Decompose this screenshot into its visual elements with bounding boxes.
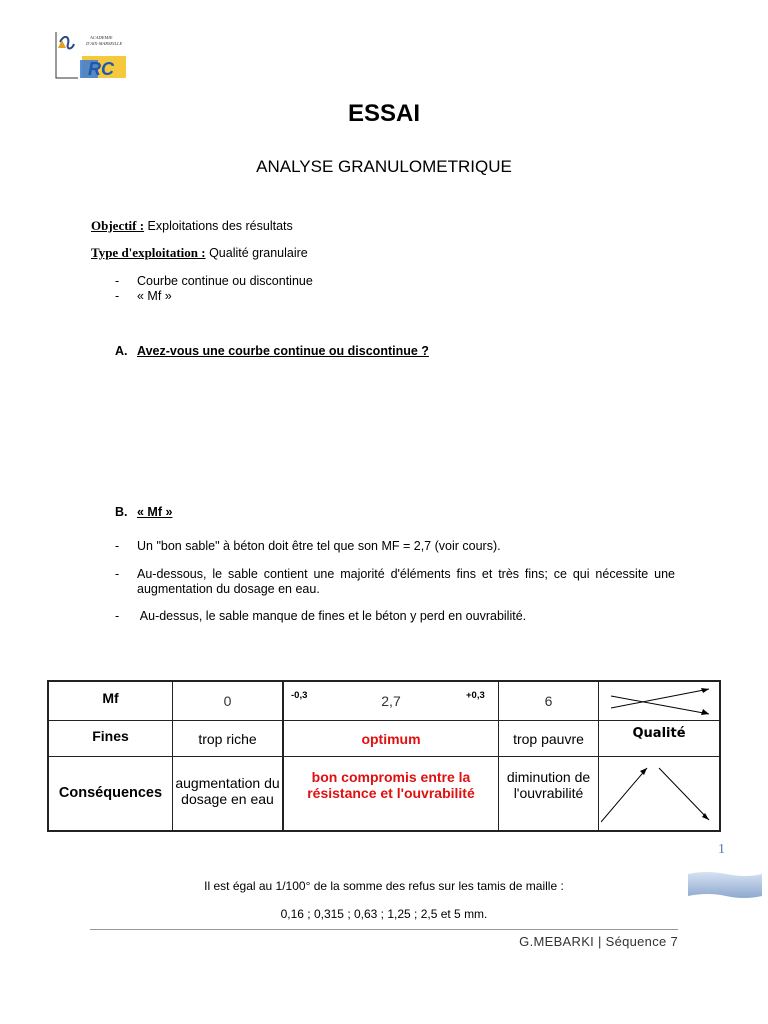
section-a-letter: A.: [115, 344, 128, 358]
fines-high: trop pauvre: [513, 730, 584, 747]
bullet-dash: -: [115, 274, 120, 288]
svg-text:RC: RC: [88, 59, 114, 79]
bullet-item: « Mf »: [137, 289, 172, 303]
section-b-heading: « Mf »: [137, 505, 173, 519]
bullet-dash: -: [115, 289, 120, 303]
mf-table: [47, 680, 721, 832]
page-footer: G.MEBARKI | Séquence 7: [519, 934, 678, 949]
type-exploitation-label: Type d'exploitation :: [91, 245, 206, 260]
section-b-letter: B.: [115, 505, 128, 519]
row-label-mf: Mf: [102, 690, 119, 706]
mf-minus-tolerance: -0,3: [291, 690, 308, 701]
paragraph: Au-dessus, le sable manque de fines et le béton y perd en ouvrabilité.: [137, 609, 527, 623]
bullet-dash: -: [115, 609, 120, 623]
paragraph: Un "bon sable" à béton doit être tel que son MF = 2,7 (voir cours).: [137, 539, 501, 553]
consequence-optimum: bon compromis entre la résistance et l'ouvrabilité: [307, 769, 475, 801]
row-label-fines: Fines: [92, 728, 129, 744]
objectif-line: [91, 218, 293, 234]
rise-fall-arrows-icon: [601, 762, 715, 829]
bullet-dash: -: [115, 539, 120, 553]
footer-divider: [90, 929, 678, 930]
fines-low: trop riche: [198, 730, 257, 747]
page-title: ESSAI: [347, 100, 421, 127]
page-subtitle: ANALYSE GRANULOMETRIQUE: [256, 157, 512, 176]
consequence-high: diminution de l'ouvrabilité: [506, 769, 591, 801]
page-number: 1: [718, 842, 725, 857]
svg-text:ACADEMIE: ACADEMIE: [90, 35, 113, 40]
mf-high: 6: [544, 693, 553, 709]
mf-optimum: 2,7: [381, 693, 401, 709]
qualite-label: Qualité: [632, 726, 686, 741]
mf-low: 0: [223, 693, 232, 709]
paragraph: Au-dessous, le sable contient une majorité d'éléments fins et très fins; ce qui nécessite une augmentation du dosage en eau.: [137, 567, 675, 596]
type-exploitation-line: [91, 245, 308, 261]
note-line-2: 0,16 ; 0,315 ; 0,63 ; 1,25 ; 2,5 et 5 mm.: [280, 907, 488, 921]
bullet-dash: -: [115, 567, 120, 581]
objectif-text: Exploitations des résultats: [144, 219, 293, 233]
diverging-arrows-icon: [605, 684, 717, 723]
bullet-item: Courbe continue ou discontinue: [137, 274, 313, 288]
svg-text:D'AIX-MARSEILLE: D'AIX-MARSEILLE: [86, 41, 123, 46]
mf-plus-tolerance: +0,3: [466, 690, 485, 701]
objectif-label: Objectif :: [91, 218, 145, 233]
row-label-consequences: Conséquences: [58, 785, 163, 801]
fines-optimum: optimum: [361, 730, 421, 747]
note-line-1: Il est égal au 1/100° de la somme des refus sur les tamis de maille :: [204, 879, 564, 893]
section-a-heading: Avez-vous une courbe continue ou discontinue ?: [137, 344, 429, 358]
type-exploitation-text: Qualité granulaire: [205, 246, 308, 260]
academie-logo: [52, 30, 128, 80]
consequence-low: augmentation du dosage en eau: [175, 775, 280, 807]
